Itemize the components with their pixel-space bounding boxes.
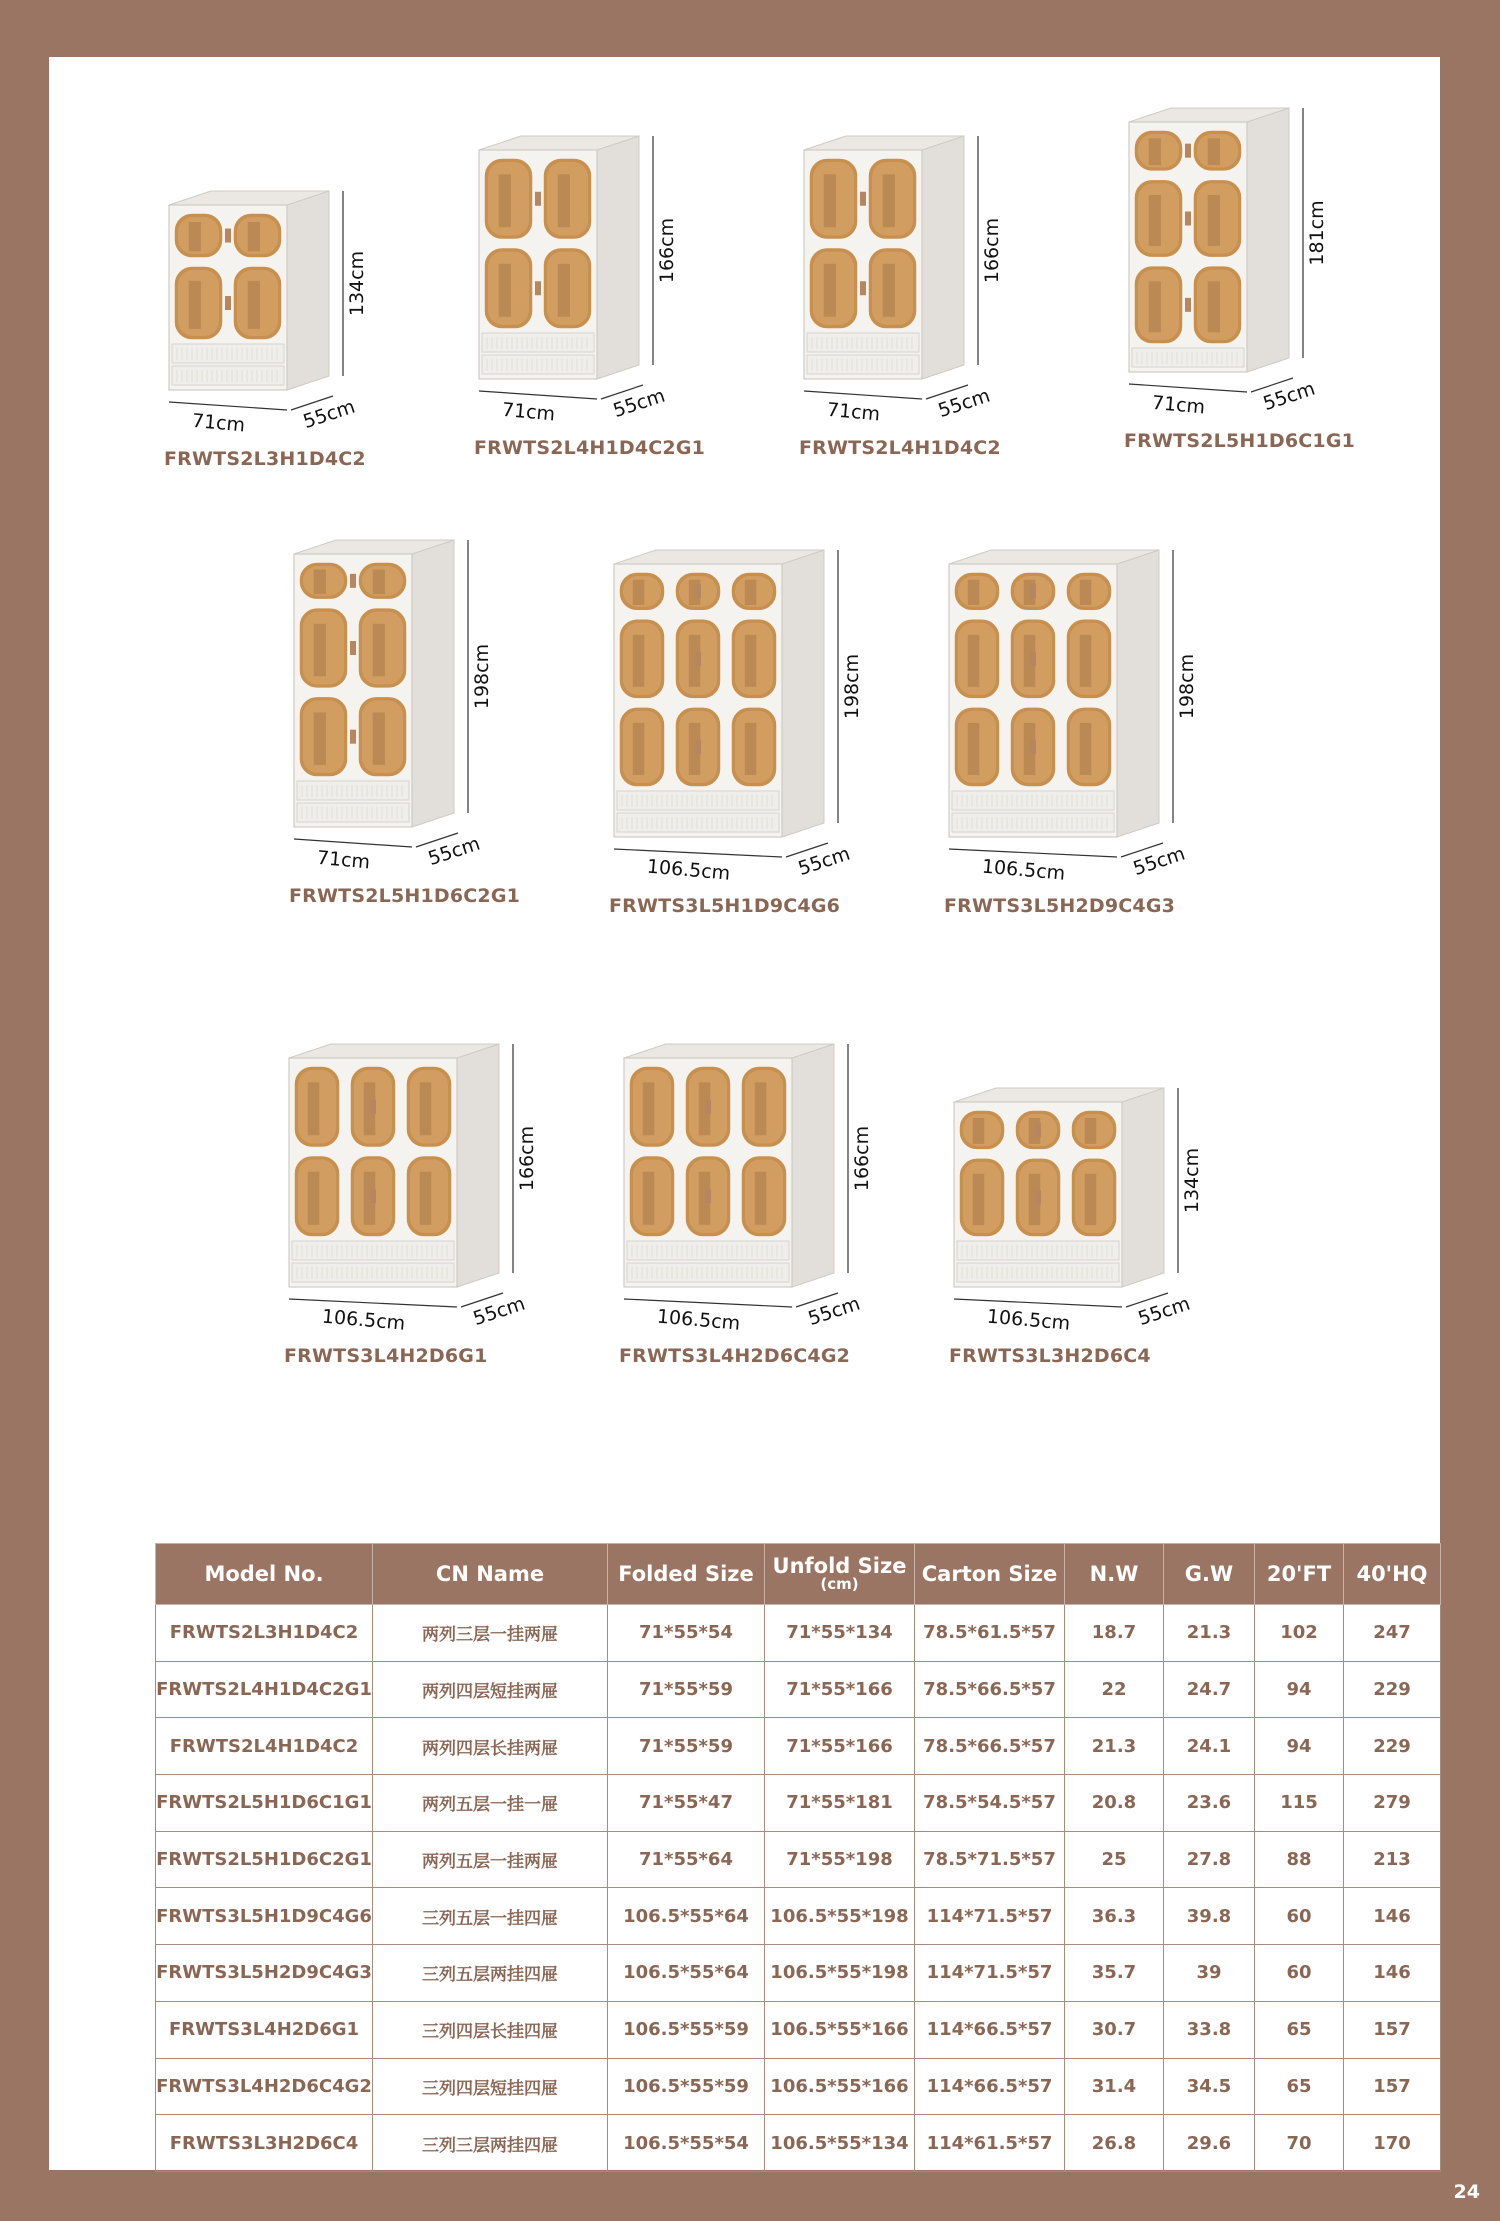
header-model-no: Model No. [156,1544,373,1605]
height-label: 166cm [981,217,1003,284]
wardrobe-illustration [944,567,1244,885]
wardrobe-body [294,540,454,827]
header-folded-size: Folded Size [608,1544,765,1605]
wardrobe-body [1129,108,1289,372]
cell-20ft: 70 [1255,2115,1344,2172]
product-card [949,1017,1249,1367]
table-row [156,1718,1441,1775]
cell-20ft: 102 [1255,1605,1344,1662]
height-label: 166cm [851,1125,873,1192]
height-label: 134cm [346,250,368,317]
product-model-label: FRWTS3L5H2D9C4G3 [944,895,1176,917]
cell-carton-size: 114*71.5*57 [915,1945,1065,2002]
wardrobe-body [624,1044,834,1287]
cell-cn-name: 三列五层一挂四屉 [373,1888,608,1945]
cell-carton-size: 114*61.5*57 [915,2115,1065,2172]
cell-unfold-size: 106.5*55*134 [765,2115,915,2172]
cell-20ft: 94 [1255,1661,1344,1718]
table-row [156,2115,1441,2172]
cell-model-no: FRWTS3L3H2D6C4 [156,2115,373,2172]
table-header-row [156,1544,1441,1605]
cell-nw: 35.7 [1065,1945,1164,2002]
cell-carton-size: 78.5*66.5*57 [915,1718,1065,1775]
cell-nw: 21.3 [1065,1718,1164,1775]
cell-carton-size: 78.5*71.5*57 [915,1831,1065,1888]
cell-folded-size: 71*55*59 [608,1661,765,1718]
cell-model-no: FRWTS2L4H1D4C2 [156,1718,373,1775]
cell-40hq: 229 [1344,1661,1441,1718]
cell-unfold-size: 71*55*134 [765,1605,915,1662]
table-row [156,1661,1441,1718]
cell-cn-name: 两列三层一挂两屉 [373,1605,608,1662]
cell-folded-size: 106.5*55*64 [608,1888,765,1945]
cell-model-no: FRWTS3L4H2D6G1 [156,2001,373,2058]
wardrobe-body [289,1044,499,1287]
width-label: 71cm [316,846,371,874]
cell-40hq: 279 [1344,1775,1441,1832]
product-model-label: FRWTS3L3H2D6C4 [949,1345,1151,1367]
cell-cn-name: 三列五层两挂四屉 [373,1945,608,2002]
cell-folded-size: 71*55*59 [608,1718,765,1775]
cell-nw: 20.8 [1065,1775,1164,1832]
header-gw: G.W [1164,1544,1255,1605]
width-label: 71cm [191,409,246,437]
cell-cn-name: 两列四层短挂两屉 [373,1661,608,1718]
cell-unfold-size: 106.5*55*198 [765,1945,915,2002]
depth-label: 55cm [795,842,853,880]
cell-folded-size: 71*55*64 [608,1831,765,1888]
cell-unfold-size: 71*55*181 [765,1775,915,1832]
catalog-page [49,57,1440,2170]
cell-carton-size: 114*71.5*57 [915,1888,1065,1945]
cell-20ft: 60 [1255,1945,1344,2002]
depth-label: 55cm [610,384,668,422]
wardrobe-illustration [609,567,909,885]
cell-40hq: 247 [1344,1605,1441,1662]
cell-carton-size: 78.5*66.5*57 [915,1661,1065,1718]
cell-model-no: FRWTS2L3H1D4C2 [156,1605,373,1662]
cell-gw: 23.6 [1164,1775,1255,1832]
header-40hq: 40'HQ [1344,1544,1441,1605]
cell-cn-name: 两列五层一挂一屉 [373,1775,608,1832]
cell-carton-size: 114*66.5*57 [915,2001,1065,2058]
cell-gw: 29.6 [1164,2115,1255,2172]
width-label: 106.5cm [646,855,732,885]
height-label: 134cm [1181,1147,1203,1214]
wardrobe-body [479,136,639,379]
wardrobe-illustration [1119,102,1419,419]
cell-folded-size: 71*55*54 [608,1605,765,1662]
cell-model-no: FRWTS2L5H1D6C1G1 [156,1775,373,1832]
wardrobe-illustration [284,1017,584,1335]
cell-carton-size: 78.5*54.5*57 [915,1775,1065,1832]
cell-unfold-size: 71*55*166 [765,1661,915,1718]
product-model-label: FRWTS2L5H1D6C2G1 [289,885,521,907]
cell-unfold-size: 106.5*55*166 [765,2001,915,2058]
cell-unfold-size: 106.5*55*166 [765,2058,915,2115]
cell-folded-size: 106.5*55*64 [608,1945,765,2002]
cell-gw: 39.8 [1164,1888,1255,1945]
width-label: 71cm [1151,391,1206,419]
wardrobe-illustration [159,120,459,437]
table-row [156,1605,1441,1662]
product-card [159,120,459,470]
cell-nw: 26.8 [1065,2115,1164,2172]
depth-label: 55cm [805,1292,863,1330]
cell-20ft: 65 [1255,2058,1344,2115]
cell-model-no: FRWTS2L4H1D4C2G1 [156,1661,373,1718]
width-label: 106.5cm [981,855,1067,885]
height-label: 166cm [656,217,678,284]
depth-label: 55cm [425,832,483,870]
wardrobe-body [614,550,824,837]
header-unfold-size-unit: (cm) [820,1575,859,1593]
cell-40hq: 157 [1344,2001,1441,2058]
cell-40hq: 170 [1344,2115,1441,2172]
cell-folded-size: 106.5*55*54 [608,2115,765,2172]
header-unfold-size-label: Unfold Size [772,1554,907,1578]
cell-unfold-size: 106.5*55*198 [765,1888,915,1945]
header-unfold-size [765,1544,915,1605]
cell-unfold-size: 71*55*166 [765,1718,915,1775]
table-row [156,1888,1441,1945]
depth-label: 55cm [935,384,993,422]
cell-20ft: 88 [1255,1831,1344,1888]
cell-40hq: 157 [1344,2058,1441,2115]
cell-model-no: FRWTS3L4H2D6C4G2 [156,2058,373,2115]
spec-table [155,1543,1441,2172]
wardrobe-illustration [619,1017,919,1335]
height-label: 198cm [471,643,493,710]
cell-model-no: FRWTS2L5H1D6C2G1 [156,1831,373,1888]
cell-folded-size: 106.5*55*59 [608,2001,765,2058]
cell-cn-name: 三列四层短挂四屉 [373,2058,608,2115]
depth-label: 55cm [470,1292,528,1330]
table-row [156,2058,1441,2115]
cell-40hq: 229 [1344,1718,1441,1775]
cell-20ft: 60 [1255,1888,1344,1945]
wardrobe-illustration [469,109,769,426]
cell-nw: 22 [1065,1661,1164,1718]
cell-cn-name: 三列三层两挂四屉 [373,2115,608,2172]
width-label: 71cm [826,398,881,426]
product-model-label: FRWTS3L5H1D9C4G6 [609,895,841,917]
height-label: 198cm [841,653,863,720]
cell-folded-size: 71*55*47 [608,1775,765,1832]
cell-20ft: 65 [1255,2001,1344,2058]
cell-nw: 30.7 [1065,2001,1164,2058]
product-model-label: FRWTS2L5H1D6C1G1 [1124,430,1356,452]
cell-gw: 27.8 [1164,1831,1255,1888]
cell-nw: 31.4 [1065,2058,1164,2115]
cell-gw: 39 [1164,1945,1255,2002]
product-model-label: FRWTS3L4H2D6G1 [284,1345,488,1367]
product-card [794,109,1094,459]
cell-gw: 24.1 [1164,1718,1255,1775]
table-row [156,2001,1441,2058]
cell-carton-size: 114*66.5*57 [915,2058,1065,2115]
depth-label: 55cm [1130,842,1188,880]
table-row [156,1945,1441,2002]
width-label: 106.5cm [321,1305,407,1335]
page-number: 24 [1453,2181,1480,2203]
cell-model-no: FRWTS3L5H1D9C4G6 [156,1888,373,1945]
product-card [284,1017,584,1367]
product-model-label: FRWTS3L4H2D6C4G2 [619,1345,851,1367]
product-model-label: FRWTS2L3H1D4C2 [164,448,366,470]
cell-cn-name: 两列四层长挂两屉 [373,1718,608,1775]
table-row [156,1831,1441,1888]
cell-20ft: 115 [1255,1775,1344,1832]
product-card [609,567,909,917]
product-model-label: FRWTS2L4H1D4C2 [799,437,1001,459]
cell-carton-size: 78.5*61.5*57 [915,1605,1065,1662]
depth-label: 55cm [300,395,358,433]
cell-gw: 21.3 [1164,1605,1255,1662]
wardrobe-body [804,136,964,379]
cell-cn-name: 两列五层一挂两屉 [373,1831,608,1888]
wardrobe-illustration [794,109,1094,426]
header-carton-size: Carton Size [915,1544,1065,1605]
cell-nw: 18.7 [1065,1605,1164,1662]
cell-gw: 33.8 [1164,2001,1255,2058]
cell-folded-size: 106.5*55*59 [608,2058,765,2115]
wardrobe-illustration [949,1017,1249,1335]
height-label: 166cm [516,1125,538,1192]
cell-40hq: 213 [1344,1831,1441,1888]
wardrobe-illustration [284,557,584,874]
product-card [944,567,1244,917]
width-label: 71cm [501,398,556,426]
cell-nw: 36.3 [1065,1888,1164,1945]
depth-label: 55cm [1260,377,1318,415]
height-label: 198cm [1176,653,1198,720]
wardrobe-body [954,1088,1164,1287]
cell-nw: 25 [1065,1831,1164,1888]
wardrobe-body [169,191,329,390]
header-cn-name: CN Name [373,1544,608,1605]
product-card [619,1017,919,1367]
table-row [156,1775,1441,1832]
cell-model-no: FRWTS3L5H2D9C4G3 [156,1945,373,2002]
width-label: 106.5cm [656,1305,742,1335]
cell-unfold-size: 71*55*198 [765,1831,915,1888]
header-20ft: 20'FT [1255,1544,1344,1605]
depth-label: 55cm [1135,1292,1193,1330]
width-label: 106.5cm [986,1305,1072,1335]
cell-40hq: 146 [1344,1888,1441,1945]
product-model-label: FRWTS2L4H1D4C2G1 [474,437,706,459]
cell-40hq: 146 [1344,1945,1441,2002]
product-card [1119,102,1419,452]
cell-gw: 34.5 [1164,2058,1255,2115]
header-nw: N.W [1065,1544,1164,1605]
cell-20ft: 94 [1255,1718,1344,1775]
product-card [284,557,584,907]
wardrobe-body [949,550,1159,837]
cell-gw: 24.7 [1164,1661,1255,1718]
height-label: 181cm [1306,200,1328,266]
product-card [469,109,769,459]
cell-cn-name: 三列四层长挂四屉 [373,2001,608,2058]
